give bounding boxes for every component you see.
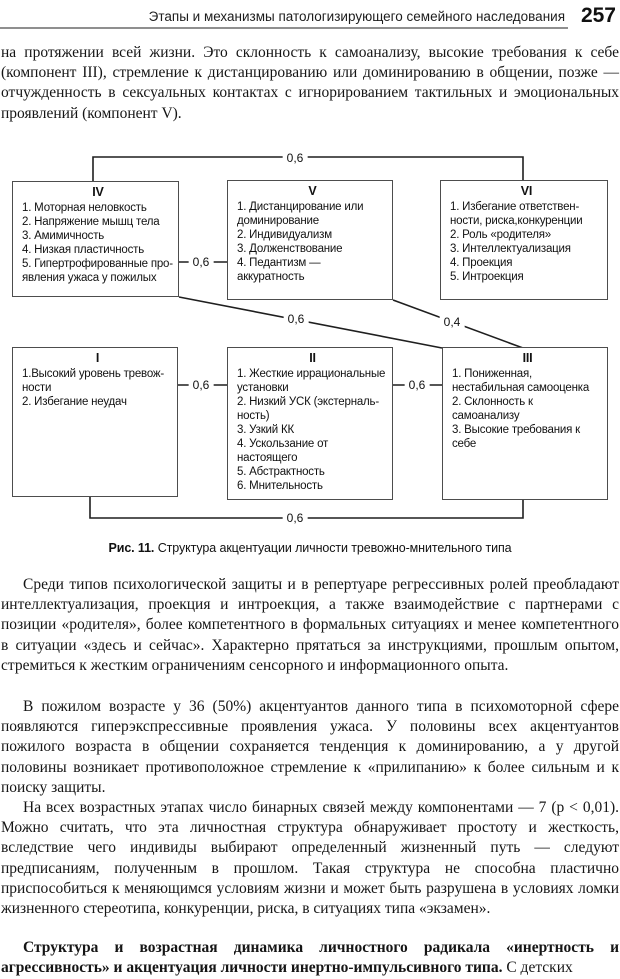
- component-box-i: [12, 347, 178, 497]
- box-item: 3. Высокие требования к себе: [452, 424, 580, 450]
- paragraph-next-section: [1, 938, 619, 978]
- edge-label-iv-iii: 0,6: [284, 312, 309, 326]
- component-box-iii: [442, 347, 608, 500]
- box-title: V: [308, 184, 317, 198]
- edge-label-ii-iii: 0,6: [405, 378, 430, 392]
- box-title: IV: [92, 185, 104, 199]
- figure-diagram: [0, 145, 620, 565]
- box-item: 6. Мнительность: [237, 480, 323, 492]
- component-box-vi: [440, 180, 608, 300]
- figure-caption-label: Рис. 11.: [108, 541, 155, 555]
- component-box-iv: [12, 181, 179, 297]
- figure-caption-text: Структура акцентуации личности тревожно-мнительного типа: [157, 541, 512, 555]
- box-item: 2. Низкий УСК (экстерналь-ность): [237, 396, 379, 422]
- component-box-ii: [227, 347, 393, 500]
- box-item: 3. Узкий КК: [237, 424, 294, 436]
- header-rule: [0, 27, 568, 29]
- box-item: 1. Жесткие иррациональные установки: [237, 368, 386, 394]
- box-item: 1. Дистанцирование или доминирование: [237, 201, 364, 227]
- edge-label-iv-vi: 0,6: [283, 151, 308, 165]
- edge-label-i-iii: 0,6: [283, 511, 308, 525]
- box-item: 4. Проекция: [450, 257, 513, 269]
- box-title: III: [522, 351, 533, 365]
- running-title: Этапы и механизмы патологизирующего семейного наследования: [148, 9, 565, 24]
- figure-caption: [0, 541, 620, 555]
- box-title: II: [309, 351, 316, 365]
- edge-label-i-ii: 0,6: [189, 378, 214, 392]
- connector-iv-iii: [179, 297, 442, 348]
- box-item: 2. Избегание неудач: [22, 396, 127, 408]
- page-number: 257: [580, 4, 616, 27]
- box-item: 2. Роль «родителя»: [450, 229, 551, 241]
- box-item: 1. Пониженная, нестабильная самооценка: [452, 368, 590, 394]
- next-section-heading: Структура и возрастная динамика личностного радикала «инертность и агрессивность» и акцентуация личности инертно-импульсивного типа.: [1, 939, 619, 977]
- edge-label-v-iii: 0,4: [440, 315, 465, 329]
- component-box-v: [227, 180, 393, 300]
- box-item: 1. Моторная неловкость: [22, 202, 147, 214]
- paragraph-opening: на протяжении всей жизни. Это склонность к самоанализу, высокие требования к себе (компонент III), стремление к дистанцированию или доминированию в общении, позже — отчужденность в сексуальных контактах с игнорированием тактильных и эмоциональных проявлений (компонент V).: [1, 44, 619, 122]
- box-item: 3. Интеллектуализация: [450, 243, 571, 255]
- paragraph-defense-types: Среди типов психологической защиты и в репертуаре регрессивных ролей преобладают интеллектуализация, проекция и интроекция, а также взаимодействие с партнерами с позиции «родителя», более компетентного в формальных ситуациях и менее компетентного в ситуации «здесь и сейчас». Характерно прятаться за инструкциями, прошлым опытом, стремиться к жестким ограничениям сенсорного и информационного опыта.: [1, 576, 619, 674]
- box-item: 1.Высокий уровень тревож-ности: [22, 368, 165, 394]
- box-item: 3. Амимичность: [22, 230, 105, 242]
- box-title: I: [95, 351, 100, 365]
- box-item: 5. Гипертрофированные про-явления ужаса у пожилых: [22, 258, 173, 284]
- box-item: 4. Педантизм — аккуратность: [237, 257, 321, 283]
- connector-iv-vi-top: [93, 157, 523, 181]
- box-item: 5. Интроекция: [450, 271, 524, 283]
- next-section-start: С детских: [506, 959, 573, 977]
- box-item: 2. Склонность к самоанализу: [452, 396, 533, 422]
- box-item: 3. Долженствование: [237, 243, 343, 255]
- paragraph-binary-links: На всех возрастных этапах число бинарных связей между компонентами — 7 (p < 0,01). Можно считать, что эта личностная структура обнаруживает простоту и жесткость, вследствие чего индивиды выбирают определенный жизненный путь — следуют предписаниям, полученным в прошлом. Такая структура не способна пластично приспособиться к меняющимся условиям жизни и может быть разрушена в условиях ломки жизненного стереотипа, конкуренции, риска, в ситуациях типа «экзамен».: [1, 799, 619, 918]
- box-title: VI: [520, 184, 533, 198]
- paragraph-elderly-age: В пожилом возрасте у 36 (50%) акцентуантов данного типа в психомоторной сфере появляются гиперэкспрессивные проявления ужаса. У половины всех акцентуантов пожилого возраста в общении сохраняется тенденция к доминированию, а у другой половины возникает противоположное стремление к «прилипанию» к более сильным и к поиску защиты.: [1, 698, 619, 796]
- box-item: 2. Индивидуализм: [237, 229, 332, 241]
- edge-label-iv-v: 0,6: [189, 255, 214, 269]
- box-item: 2. Напряжение мышц тела: [22, 216, 160, 228]
- box-item: 5. Абстрактность: [237, 466, 325, 478]
- box-item: 4. Низкая пластичность: [22, 244, 145, 256]
- box-item: 1. Избегание ответствен-ности, риска,конкуренции: [450, 201, 583, 227]
- box-item: 4. Ускользание от настоящего: [237, 438, 329, 464]
